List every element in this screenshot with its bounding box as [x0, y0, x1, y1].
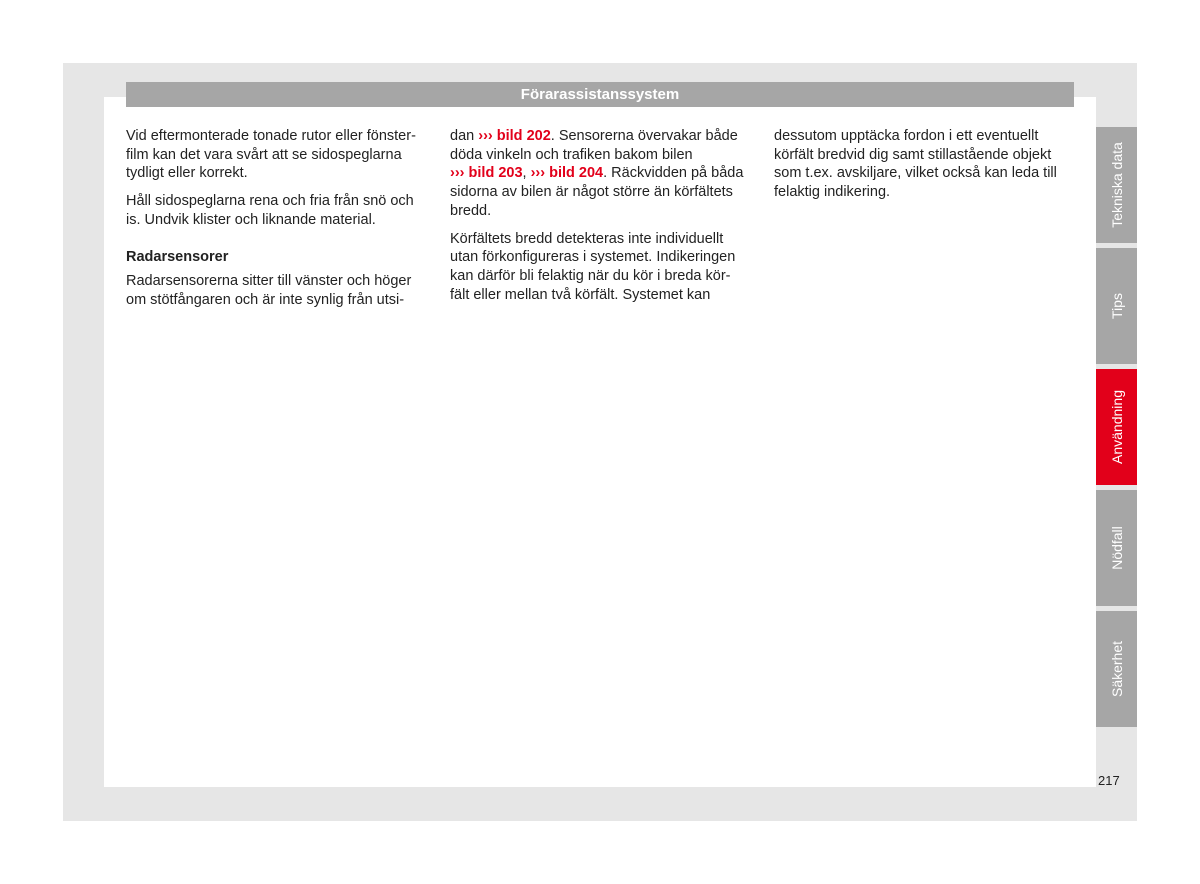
text-line: körfält bredvid dig samt stillastående objekt: [774, 146, 1052, 163]
text-line: Håll sidospeglarna rena och fria från snö och: [126, 193, 414, 210]
text-fragment: dan: [450, 128, 479, 144]
text-line: tydligt eller korrekt.: [126, 165, 248, 182]
text-line: som t.ex. avskiljare, vilket också kan leda till: [774, 165, 1057, 182]
side-tab-tips[interactable]: [1096, 248, 1137, 364]
text-column-2: [450, 127, 750, 313]
side-tab-label: Säkerhet: [1108, 640, 1125, 698]
text-fragment: ,: [522, 165, 531, 182]
paragraph-adjacent-lane: [774, 127, 1074, 202]
side-tab-label: Användning: [1108, 390, 1125, 464]
figure-link-label: bild 203: [468, 165, 523, 182]
page-number: 217: [1098, 773, 1120, 788]
side-tab-nodfall[interactable]: [1096, 490, 1137, 606]
heading-radarsensorer: Radarsensorer: [126, 248, 229, 265]
text-fragment: . Räckvidden på båda: [603, 165, 744, 182]
figure-link-label: bild 202: [496, 128, 551, 144]
link-arrow-icon: ›››: [450, 165, 465, 182]
text-line: kan därför bli felaktig när du kör i breda kör-: [450, 267, 731, 284]
side-tab-anvandning[interactable]: [1096, 369, 1137, 485]
section-header: [126, 82, 1074, 107]
figure-link-203[interactable]: [450, 165, 523, 181]
text-line: utan förkonfigureras i systemet. Indikeringen: [450, 249, 736, 266]
text-line: sidorna av bilen är något större än körfältets: [450, 184, 733, 201]
text-line: om stötfångaren och är inte synlig från utsi-: [126, 291, 405, 308]
section-title: Förarassistanssystem: [520, 86, 680, 103]
side-tab-tekniska-data[interactable]: [1096, 127, 1137, 243]
link-arrow-icon: ›››: [530, 165, 546, 182]
text-fragment: . Sensorerna övervakar både: [550, 128, 738, 144]
figure-link-label: bild 204: [549, 165, 604, 182]
text-line: bredd.: [450, 202, 492, 219]
figure-link-202[interactable]: [478, 128, 551, 144]
text-line: Vid eftermonterade tonade rutor eller fönster-: [126, 128, 416, 144]
side-tab-sakerhet[interactable]: [1096, 611, 1137, 727]
text-line: dessutom upptäcka fordon i ett eventuellt: [774, 128, 1039, 144]
paragraph-tinted-windows: [126, 127, 426, 183]
text-line: fält eller mellan två körfält. Systemet kan: [450, 286, 711, 303]
side-tab-label: Tekniska data: [1108, 142, 1125, 228]
paragraph-sensor-coverage: [450, 127, 750, 221]
text-column-1: [126, 127, 426, 319]
figure-link-204[interactable]: [531, 165, 604, 181]
text-line: döda vinkeln och trafiken bakom bilen: [450, 146, 693, 163]
side-tab-label: Nödfall: [1108, 526, 1125, 570]
text-column-3: [774, 127, 1074, 211]
text-line: Radarsensorerna sitter till vänster och höger: [126, 273, 412, 290]
link-arrow-icon: ›››: [478, 128, 493, 144]
paragraph-lane-width: [450, 230, 750, 305]
text-line: Körfältets bredd detekteras inte individuellt: [450, 230, 724, 247]
side-tab-label: Tips: [1108, 293, 1125, 319]
paragraph-radar-sensors: [126, 272, 426, 309]
paragraph-clean-mirrors: [126, 192, 426, 229]
text-line: is. Undvik klister och liknande material.: [126, 211, 376, 228]
text-line: film kan det vara svårt att se sidospeglarna: [126, 146, 402, 163]
text-line: felaktig indikering.: [774, 184, 891, 201]
